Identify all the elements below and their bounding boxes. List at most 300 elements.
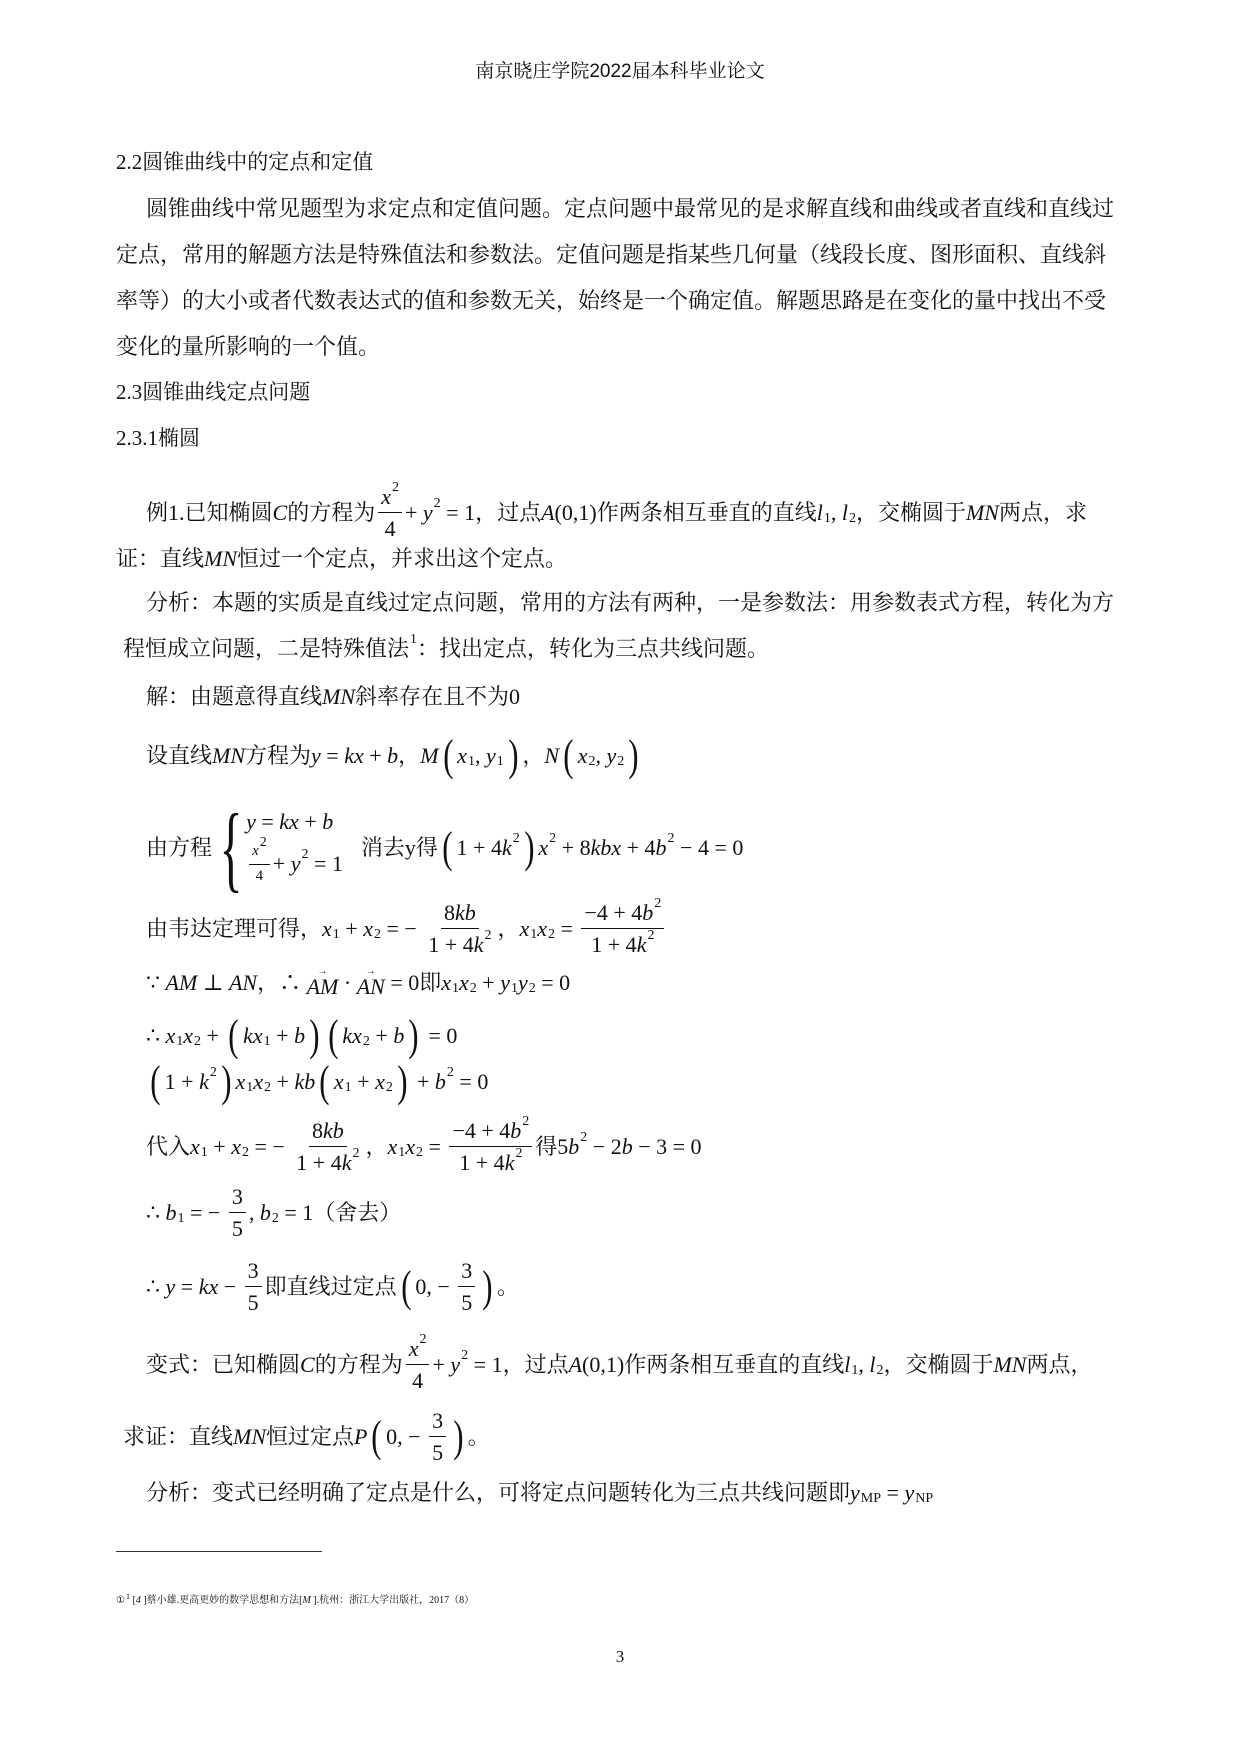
text-run: 即直线过定点 (264, 1273, 397, 1299)
text-run: − 3 = 0 (632, 1133, 702, 1159)
text-run: 设直线 (146, 743, 213, 768)
math-variable: y (500, 970, 510, 995)
subscript: 1 (176, 1034, 184, 1049)
math-variable: b (642, 900, 654, 925)
system-row (246, 811, 343, 833)
text-run: + (411, 1069, 435, 1094)
text-run: (0,1)作两条相互垂直的直线 (554, 499, 817, 525)
text-run: + (201, 1023, 225, 1048)
text-run: ，交椭圆于 (855, 499, 966, 525)
superscript: 2 (259, 834, 267, 850)
math-variable: l (816, 499, 823, 525)
math-variable: x (183, 1023, 194, 1048)
math-variable: b (387, 743, 399, 768)
math-variable: b (165, 1199, 177, 1225)
math-variable: b (322, 809, 334, 835)
text-run: + (207, 1133, 232, 1159)
superscript: 2 (580, 1129, 588, 1145)
math-variable: AN (228, 970, 258, 995)
math-variable: x (322, 915, 332, 941)
solution-line (146, 1057, 489, 1106)
subscript: 1 (344, 1080, 352, 1095)
numerator (378, 479, 402, 513)
variant-line (146, 1331, 1093, 1394)
parenthesis: ) (408, 1011, 419, 1060)
text-run: 3 (461, 1258, 473, 1283)
fraction (245, 1258, 262, 1316)
superscript: 2 (461, 1347, 469, 1363)
math-variable: y (606, 743, 617, 768)
text-run: + (271, 1069, 295, 1094)
math-variable: k (504, 1150, 515, 1176)
text-run: ， (497, 915, 520, 941)
math-variable: x (375, 1069, 385, 1094)
text-run: 8 (444, 900, 455, 925)
numerator (245, 1258, 262, 1287)
math-variable: M (302, 1595, 311, 1606)
solution-line (146, 1258, 519, 1316)
parenthesis: ) (309, 1011, 320, 1060)
superscript: 2 (484, 927, 492, 943)
math-variable: x (538, 835, 549, 860)
text-run: 5 (461, 1290, 473, 1316)
text-run: 。 (467, 1423, 490, 1449)
superscript: 1 (410, 632, 418, 647)
math-variable: k (341, 1150, 352, 1176)
paragraph-line (146, 198, 1114, 220)
math-variable: x (165, 1023, 176, 1048)
subscript: 1 (510, 981, 518, 996)
text-run: 0, − (386, 1423, 427, 1449)
text-run: + (369, 1023, 394, 1048)
solution-line (146, 1113, 702, 1176)
math-variable: MN (204, 546, 238, 571)
text-run: 8 (312, 1118, 323, 1143)
parenthesis: ) (523, 823, 535, 872)
text-run: 程恒成立问题，二是特殊值法 (123, 636, 410, 661)
text-run: + (272, 851, 291, 876)
text-run: = (423, 1133, 447, 1159)
math-variable: A (568, 1351, 583, 1377)
subscript: 1 (332, 926, 340, 942)
denominator (382, 513, 399, 541)
solution-line (146, 686, 520, 708)
text-run: − (218, 1273, 242, 1299)
footnote-divider (116, 1551, 322, 1552)
math-variable: y (850, 1480, 860, 1505)
math-variable: C (272, 499, 288, 525)
parenthesis: ) (453, 1411, 464, 1461)
denominator (229, 1213, 246, 1241)
subscript: 2 (528, 981, 536, 996)
text-run: = (255, 809, 280, 835)
math-variable: MN (233, 1423, 267, 1449)
math-variable: N (544, 743, 560, 768)
text-run: 1 + 4 (428, 932, 474, 958)
text-run: = 1（舍去） (278, 1199, 402, 1225)
text-run: 分析：本题的实质是直线过定点问题，常用的方法有两种，一是参数法：用参数表式方程，转化为方 (146, 590, 1115, 615)
text-run: − 2 (587, 1133, 622, 1159)
page-header: 南京晓庄学院2022届本科毕业论文 (475, 61, 765, 82)
math-variable: MN (965, 499, 999, 525)
subscript: 1 (263, 1034, 271, 1049)
text-run: 2.3.1椭圆 (116, 426, 200, 450)
math-variable: k (636, 932, 647, 958)
math-variable: kx (198, 1273, 219, 1299)
subscript: 1 (177, 1210, 185, 1226)
math-variable: M (420, 743, 439, 768)
denominator (458, 1287, 475, 1315)
subscript: 2 (194, 1034, 202, 1049)
page-number: 3 (615, 1647, 625, 1666)
math-variable: x (405, 1133, 416, 1159)
text-run: ：找出定点，转化为三点共线问题。 (417, 636, 770, 661)
math-variable: x (252, 843, 259, 860)
text-run: 由方程 (146, 835, 213, 860)
text-run: = 0 (453, 1069, 489, 1094)
text-run: 两点，求 (998, 499, 1087, 525)
math-variable: y (246, 809, 256, 835)
math-variable: x (333, 1069, 344, 1094)
math-variable: x (231, 1133, 241, 1159)
subscript: 1 (823, 510, 831, 526)
text-run: 4 (255, 867, 264, 884)
text-run: 的方程为 (287, 499, 376, 525)
text-run: = (555, 915, 579, 941)
text-run: 得5 (535, 1133, 569, 1159)
solution-line (146, 968, 570, 998)
fraction (425, 900, 494, 958)
fraction (378, 479, 402, 542)
superscript: 2 (654, 895, 662, 911)
math-variable: kb (294, 1069, 316, 1094)
text-run: 5 (247, 1290, 259, 1316)
vector-label: AM (306, 974, 339, 999)
denominator (245, 1287, 262, 1315)
text-run: 解：由题意得直线 (146, 684, 323, 709)
fraction (429, 1408, 446, 1466)
text-run: ]蔡小雄.更高更妙的数学思想和方法[ (140, 1595, 303, 1606)
section-heading-2-3 (116, 382, 310, 403)
subscript: 2 (373, 926, 381, 942)
math-variable: l (841, 499, 848, 525)
text-run: 斜率存在且不为0 (355, 684, 521, 709)
numerator (441, 900, 479, 929)
text-run: , (858, 1351, 870, 1377)
text-run: 定点，常用的解题方法是特殊值法和参数法。定值问题是指某些几何量（线段长度、图形面积、直线斜 (116, 242, 1107, 267)
text-run: + (298, 809, 323, 835)
text-run: 3 (247, 1258, 259, 1283)
text-run: ∴ (146, 1273, 166, 1299)
text-run: , (474, 743, 486, 768)
numerator (249, 834, 270, 864)
parenthesis: ( (442, 731, 453, 780)
fraction (449, 1113, 532, 1176)
analysis-line (146, 1482, 933, 1504)
footnote (116, 1592, 475, 1606)
text-run: 的方程为 (314, 1351, 403, 1377)
variant-line (123, 1408, 490, 1466)
text-run: + 8 (556, 835, 591, 860)
text-run: ].杭州：浙江大学出版社，2017（8） (310, 1595, 475, 1606)
text-run: ⊥ (197, 970, 229, 995)
math-variable: kbx (590, 835, 622, 860)
text-run: 1 + (164, 1069, 200, 1094)
text-run: 1 + 4 (456, 835, 502, 860)
math-variable: b (568, 1133, 580, 1159)
system-rows (246, 811, 343, 885)
text-run: = 1，过点 (440, 499, 542, 525)
subscript: 1 (200, 1144, 208, 1160)
parenthesis: ( (150, 1057, 161, 1106)
subscript: 2 (271, 1210, 279, 1226)
text-run: = (175, 1273, 199, 1299)
superscript: 2 (391, 479, 399, 495)
vector-arrow-icon: → (317, 966, 328, 977)
parenthesis: ) (507, 731, 519, 780)
text-run: −4 + 4 (452, 1118, 511, 1143)
math-variable: x (253, 1069, 264, 1094)
text-run: 1 + 4 (296, 1150, 342, 1176)
fraction (293, 1118, 362, 1176)
solution-line (146, 1184, 401, 1242)
text-run: − 4 = 0 (674, 835, 744, 860)
text-run: = 0 (535, 970, 571, 995)
superscript: 2 (419, 1331, 427, 1347)
math-variable: b (259, 1199, 271, 1225)
superscript: 2 (352, 1145, 360, 1161)
text-run: + (432, 1351, 451, 1377)
text-run: + (351, 1069, 376, 1094)
math-variable: MN (993, 1351, 1027, 1377)
numerator (458, 1258, 475, 1287)
parenthesis: ) (397, 1057, 408, 1106)
text-run: 2.3圆锥曲线定点问题 (116, 380, 311, 404)
denominator (409, 1365, 426, 1393)
text-run: 1 + 4 (591, 932, 637, 958)
subscript: 2 (548, 926, 556, 942)
text-run: + 4 (621, 835, 656, 860)
text-run: ∵ (146, 970, 166, 995)
subscript: 2 (362, 1034, 370, 1049)
text-run: = 1 (308, 851, 343, 876)
text-run: 分析：变式已经明确了定点是什么，可将定点问题转化为三点共线问题即 (146, 1480, 851, 1505)
superscript: 2 (446, 1065, 454, 1080)
text-run: 。 (496, 1273, 519, 1299)
fraction (249, 834, 270, 885)
denominator (429, 1437, 446, 1465)
text-run: 5 (231, 1216, 243, 1242)
system-row (246, 834, 343, 885)
math-variable: k (501, 835, 512, 860)
math-variable: 4 (135, 1595, 141, 1606)
math-variable: l (869, 1351, 876, 1377)
math-variable: y (517, 970, 528, 995)
math-variable: MN (322, 684, 356, 709)
text-run: 5 (432, 1440, 444, 1466)
subscript: NP (915, 1491, 934, 1506)
text-run: 3 (432, 1408, 444, 1433)
text-run: ∴ (146, 1023, 166, 1048)
text-run: 0, − (415, 1273, 456, 1299)
vector (357, 968, 385, 998)
subscript: 1 (398, 1144, 406, 1160)
subscript: 2 (241, 1144, 249, 1160)
text-run: −4 + 4 (584, 900, 643, 925)
subscript: 2 (469, 981, 477, 996)
numerator (309, 1118, 347, 1147)
paragraph-line (116, 244, 1106, 266)
superscript: 2 (512, 831, 520, 846)
denominator (253, 865, 267, 885)
text-run: ， (522, 743, 545, 768)
superscript: 2 (522, 1113, 530, 1129)
math-variable: x (235, 1069, 246, 1094)
example-1-line (116, 548, 567, 570)
math-variable: kx (342, 1023, 362, 1048)
paragraph-line (116, 290, 1106, 312)
text-run: 求证：直线 (123, 1423, 234, 1449)
parenthesis: ) (221, 1057, 232, 1106)
numerator (449, 1113, 532, 1147)
text-run: = (881, 1480, 905, 1505)
superscript: 2 (209, 1065, 217, 1080)
math-variable: y (165, 1273, 176, 1299)
text-run: 由韦达定理可得， (146, 915, 323, 941)
subscript: 2 (876, 1362, 884, 1378)
superscript: 2 (515, 1145, 523, 1161)
vector (307, 968, 339, 998)
math-variable: MN (212, 743, 246, 768)
text-run: + (476, 970, 501, 995)
math-variable: y (485, 743, 496, 768)
fraction (229, 1184, 246, 1242)
text-run: ， (398, 743, 421, 768)
text-run: ∴ (146, 1199, 166, 1225)
text-run: 3 (231, 1184, 243, 1209)
text-run: 两点， (1026, 1351, 1093, 1377)
math-variable: x (457, 743, 467, 768)
fraction (581, 895, 664, 958)
text-run: · (338, 970, 357, 995)
math-variable: k (199, 1069, 209, 1094)
math-variable: x (190, 1133, 200, 1159)
text-run: + (270, 1023, 295, 1048)
text-run: 4 (384, 516, 396, 542)
text-run: 恒过定点 (266, 1423, 355, 1449)
parenthesis: ) (482, 1261, 493, 1311)
math-variable: x (537, 915, 548, 941)
subscript: 2 (588, 754, 596, 769)
math-variable: x (387, 1133, 398, 1159)
parenthesis: ( (319, 1057, 330, 1106)
superscript: 2 (647, 927, 655, 943)
text-run: + (339, 915, 364, 941)
text-run: = 0 (422, 1023, 458, 1048)
analysis-line (146, 592, 1114, 614)
subscript: 1 (467, 754, 475, 769)
text-run: = − (380, 915, 423, 941)
text-run: 代入 (146, 1133, 191, 1159)
superscript: 2 (667, 831, 675, 846)
math-variable: l (844, 1351, 851, 1377)
fraction (458, 1258, 475, 1316)
superscript: 2 (301, 847, 309, 862)
text-run: = (320, 743, 345, 768)
parenthesis: ( (327, 1011, 339, 1060)
text-run: (0,1)作两条相互垂直的直线 (582, 1351, 845, 1377)
math-variable: b (655, 835, 667, 860)
subscript: 1 (496, 754, 504, 769)
math-variable: y (450, 1351, 461, 1377)
math-variable: b (393, 1023, 405, 1048)
text-run: = − (248, 1133, 291, 1159)
left-brace-icon: { (219, 794, 243, 901)
solution-line (146, 1011, 458, 1060)
superscript: 2 (433, 495, 441, 511)
section-heading-2-3-1 (116, 428, 200, 449)
math-variable: x (363, 915, 373, 941)
fraction (406, 1331, 430, 1394)
math-variable: AM (165, 970, 198, 995)
parenthesis: ( (228, 1011, 239, 1060)
numerator (229, 1184, 246, 1213)
equation-system-line (146, 794, 744, 901)
vector-label: AN (356, 974, 385, 999)
math-variable: P (354, 1423, 368, 1449)
parenthesis: ( (442, 823, 453, 872)
parenthesis: ( (371, 1411, 382, 1461)
subscript: 1 (851, 1362, 859, 1378)
numerator (581, 895, 664, 929)
denominator (588, 929, 657, 957)
subscript: 1 (452, 981, 460, 996)
parenthesis: ( (563, 731, 574, 780)
text-run: 证：直线 (116, 546, 205, 571)
text-run: , (830, 499, 842, 525)
math-variable: x (459, 970, 469, 995)
math-variable: x (408, 1336, 419, 1361)
math-variable: k (473, 932, 484, 958)
math-variable: x (577, 743, 588, 768)
text-run: ， (365, 1133, 388, 1159)
paragraph-line (116, 336, 380, 358)
equation-system (214, 794, 343, 901)
math-variable: A (541, 499, 555, 525)
text-run: [ (129, 1595, 136, 1606)
section-heading-2-2 (116, 152, 373, 173)
math-variable: y (290, 851, 301, 876)
subscript: 1 (246, 1080, 254, 1095)
numerator (429, 1408, 446, 1437)
superscript: 2 (549, 831, 557, 846)
math-variable: x (381, 484, 391, 509)
math-variable: x (519, 915, 530, 941)
text-run: 方程为 (245, 743, 312, 768)
math-variable: b (294, 1023, 306, 1048)
denominator (425, 929, 494, 957)
solution-line (146, 895, 667, 958)
math-variable: b (510, 1118, 522, 1143)
text-run: 4 (412, 1368, 424, 1394)
text-run: + (404, 499, 423, 525)
text-run: + (363, 743, 388, 768)
text-run: , (248, 1199, 260, 1225)
math-variable: kb (455, 900, 476, 925)
math-variable: b (621, 1133, 633, 1159)
subscript: 2 (848, 510, 856, 526)
vector-arrow-icon: → (365, 966, 376, 977)
